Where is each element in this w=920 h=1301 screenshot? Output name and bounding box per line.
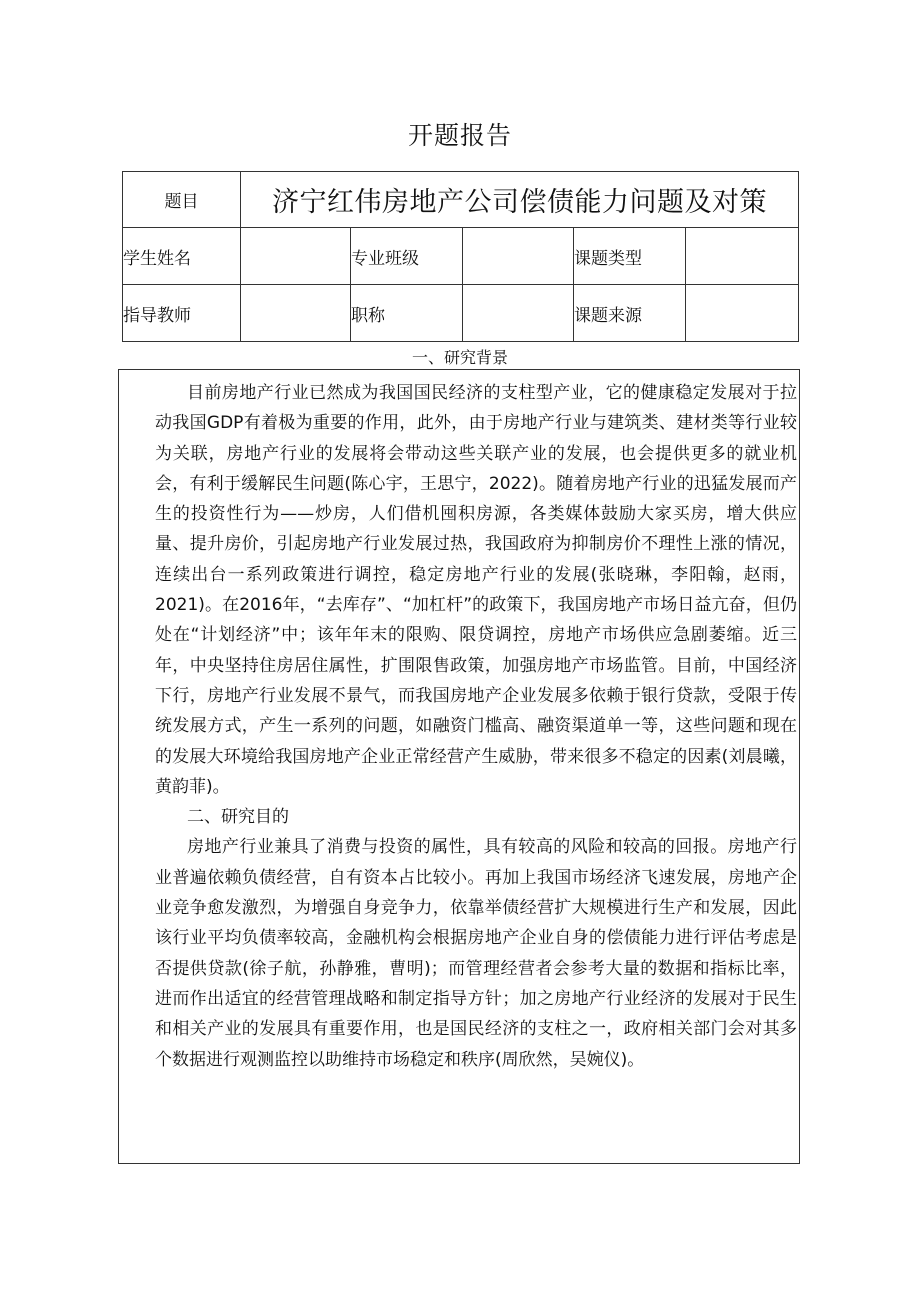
purpose-heading: 二、研究目的 <box>187 807 289 828</box>
topic-value: 济宁红伟房地产公司偿债能力问题及对策 <box>241 172 799 228</box>
background-heading: 一、研究背景 <box>411 348 508 367</box>
content-box <box>118 369 800 1164</box>
purpose-paragraph: 房地产行业兼具了消费与投资的属性，具有较高的风险和较高的回报。房地产行业普遍依赖负债经营，自有资本占比较小。再加上我国市场经济飞速发展，房地产企业竞争愈发激烈，为增强自身竞争力，依靠举债经营扩大规模进行生产和发展，因此该行业平均负债率较高，金融机构会根据房地产企业自身的偿债能力进行评估考虑是否提供贷款(徐子航，孙静雅，曹明)；而管理经营者会参考大量的数据和指标比率，进而作出适宜的经营管理战略和制定指导方针；加之房地产行业经济的发展对于民生和相关产业的发展具有重要作用，也是国民经济的支柱之一，政府相关部门会对其多个数据进行观测监控以助维持市场稳定和秩序(周欣然，吴婉仪)。 <box>155 837 797 1070</box>
topic-row <box>123 172 799 228</box>
academic-title-label: 职称 <box>351 285 463 342</box>
topic-source-value <box>686 285 799 342</box>
major-class-label: 专业班级 <box>351 228 463 285</box>
document-title: 开题报告 <box>407 121 512 150</box>
major-class-value <box>463 228 574 285</box>
background-paragraph: 目前房地产行业已然成为我国国民经济的支柱型产业，它的健康稳定发展对于拉动我国GDP有着极为重要的作用，此外，由于房地产行业与建筑类、建材类等行业较为关联，房地产行业的发展将会带动这些关联产业的发展，也会提供更多的就业机会，有利于缓解民生问题(陈心宇，王思宁，2022)。随着房地产行业的迅猛发展而产生的投资性行为——炒房，人们借机囤积房源，各类媒体鼓励大家买房，增大供应量、提升房价，引起房地产行业发展过热，我国政府为抑制房价不理性上涨的情况，连续出台一系列政策进行调控，稳定房地产行业的发展(张晓琳，李阳翰，赵雨，2021)。在2016年，“去库存”、“加杠杆”的政策下，我国房地产市场日益亢奋，但仍处在“计划经济”中；该年年末的限购、限贷调控，房地产市场供应急剧萎缩。近三年，中央坚持住房居住属性，扩围限售政策，加强房地产市场监管。目前，中国经济下行，房地产行业发展不景气，而我国房地产企业发展多依赖于银行贷款，受限于传统发展方式，产生一系列的问题，如融资门槛高、融资渠道单一等，这些问题和现在的发展大环境给我国房地产企业正常经营产生威胁，带来很多不稳定的因素(刘晨曦，黄韵菲)。 <box>155 383 797 797</box>
advisor-label: 指导教师 <box>123 285 241 342</box>
advisor-row <box>123 285 799 342</box>
topic-type-label: 课题类型 <box>574 228 686 285</box>
topic-label: 题目 <box>123 172 241 228</box>
info-table <box>122 171 799 342</box>
student-name-label: 学生姓名 <box>123 228 241 285</box>
student-row <box>123 228 799 285</box>
topic-type-value <box>686 228 799 285</box>
academic-title-value <box>463 285 574 342</box>
advisor-value <box>241 285 351 342</box>
student-name-value <box>241 228 351 285</box>
topic-source-label: 课题来源 <box>574 285 686 342</box>
